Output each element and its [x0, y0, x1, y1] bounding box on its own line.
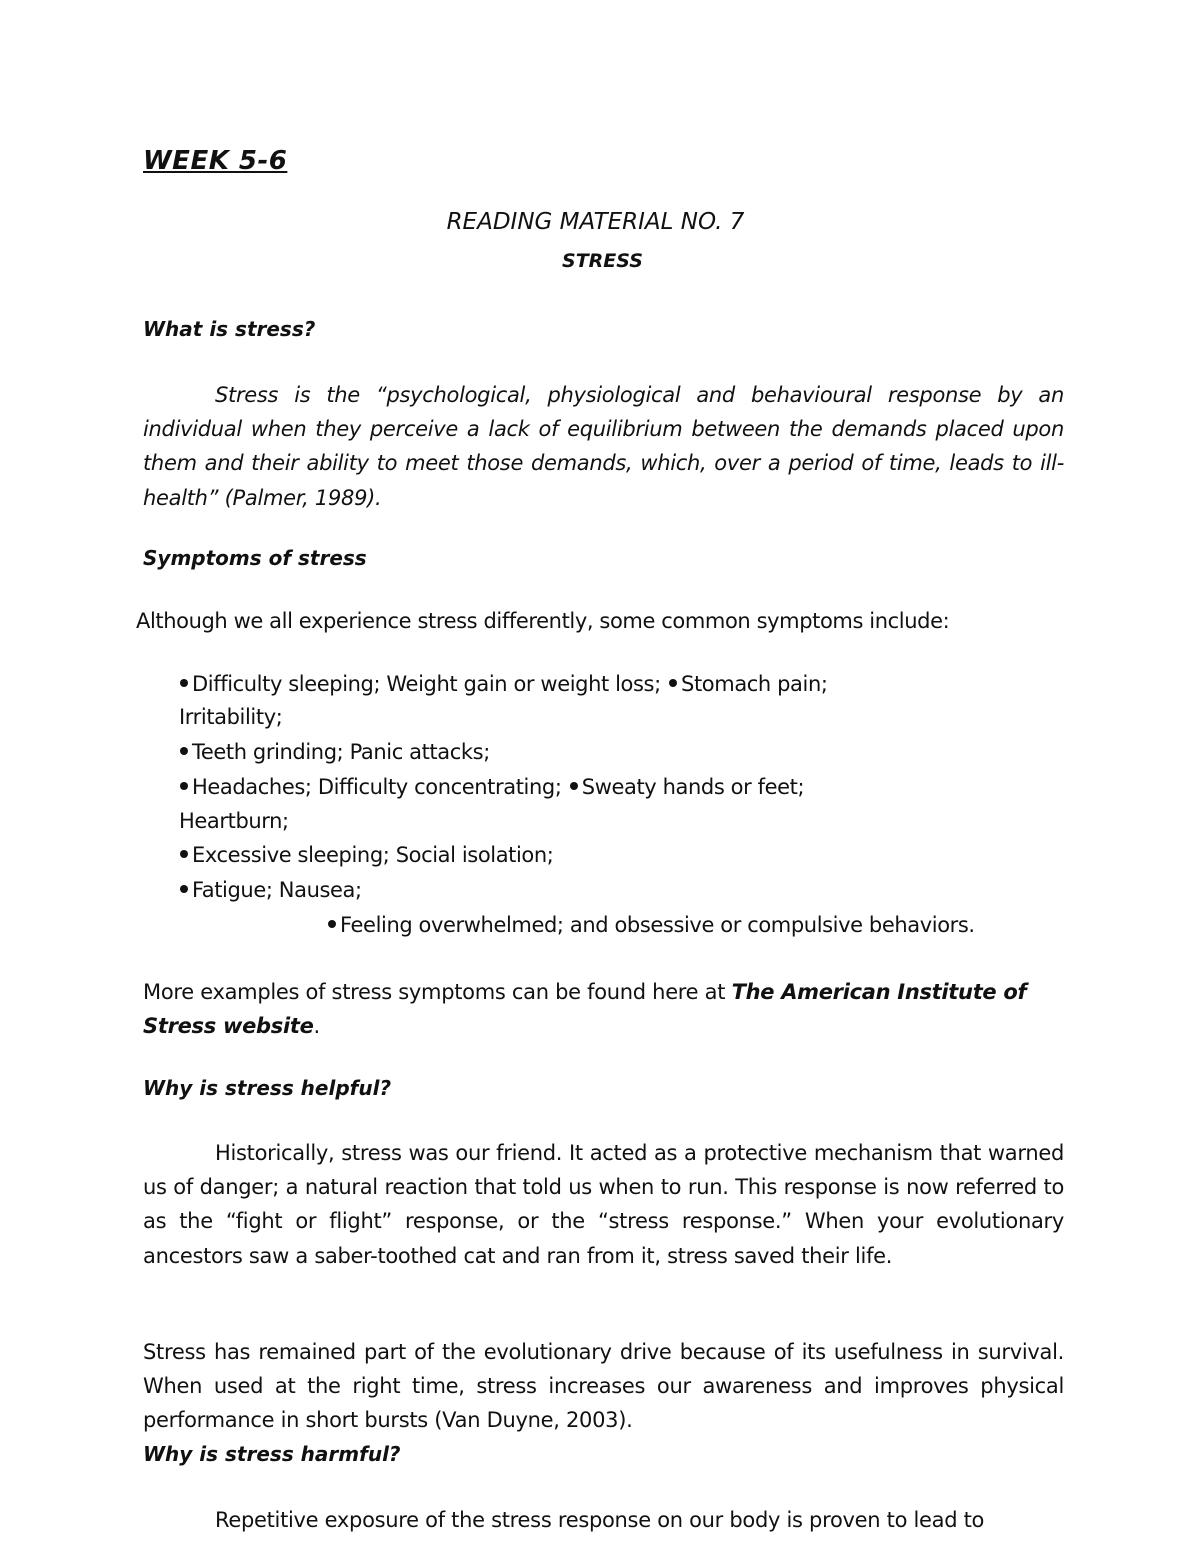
list-item: Heartburn; — [179, 809, 289, 833]
week-label: WEEK 5-6 — [143, 146, 288, 176]
bullet-icon — [180, 885, 188, 893]
bullet-icon — [669, 679, 677, 687]
list-item: Headaches; Difficulty concentrating; Sweaty hands or feet; — [178, 775, 804, 799]
material-subtitle: STRESS — [562, 250, 643, 272]
material-title: READING MATERIAL NO. 7 — [446, 209, 745, 235]
list-item: Difficulty sleeping; Weight gain or weight loss; Stomach pain; — [178, 672, 828, 696]
aist-website-link[interactable]: The American Institute of Stress website — [143, 980, 1027, 1039]
list-item: Excessive sleeping; Social isolation; — [178, 843, 553, 867]
list-item: Fatigue; Nausea; — [178, 878, 362, 902]
bullet-icon — [180, 782, 188, 790]
bullet-icon — [328, 920, 336, 928]
list-item: Irritability; — [179, 705, 283, 729]
heading-why-harmful: Why is stress harmful? — [143, 1442, 401, 1466]
list-item: Teeth grinding; Panic attacks; — [178, 740, 490, 764]
symptoms-intro: Although we all experience stress differently, some common symptoms include: — [136, 609, 950, 633]
heading-why-helpful: Why is stress helpful? — [143, 1076, 392, 1100]
bullet-icon — [180, 850, 188, 858]
bullet-icon — [180, 679, 188, 687]
harmful-paragraph: Repetitive exposure of the stress response on our body is proven to lead to — [215, 1508, 985, 1532]
definition-paragraph: Stress is the “psychological, physiological and behavioural response by an individual when they perceive a lack of equilibrium between the demands placed upon them and their ability to meet those demands, which, over a period of time, leads to ill-health” (Palmer, 1989). — [143, 383, 1064, 510]
more-examples-paragraph: More examples of stress symptoms can be found here at The American Institute of Stress website. — [143, 980, 1027, 1039]
helpful-paragraph-1: Historically, stress was our friend. It acted as a protective mechanism that warned us of danger; a natural reaction that told us when to run. This response is now referred to as the “fight or flight” response, or the “stress response.” When your evolutionary ancestors saw a saber-toothed cat and ran from it, stress saved their life. — [143, 1141, 1064, 1268]
heading-symptoms: Symptoms of stress — [143, 546, 367, 570]
bullet-icon — [570, 782, 578, 790]
list-item: Feeling overwhelmed; and obsessive or compulsive behaviors. — [326, 913, 975, 937]
helpful-paragraph-2: Stress has remained part of the evolutionary drive because of its usefulness in survival. When used at the right time, stress increases our awareness and improves physical performance in short bursts (Van Duyne, 2003). — [143, 1340, 1064, 1433]
bullet-icon — [180, 747, 188, 755]
heading-what-is-stress: What is stress? — [143, 317, 316, 341]
